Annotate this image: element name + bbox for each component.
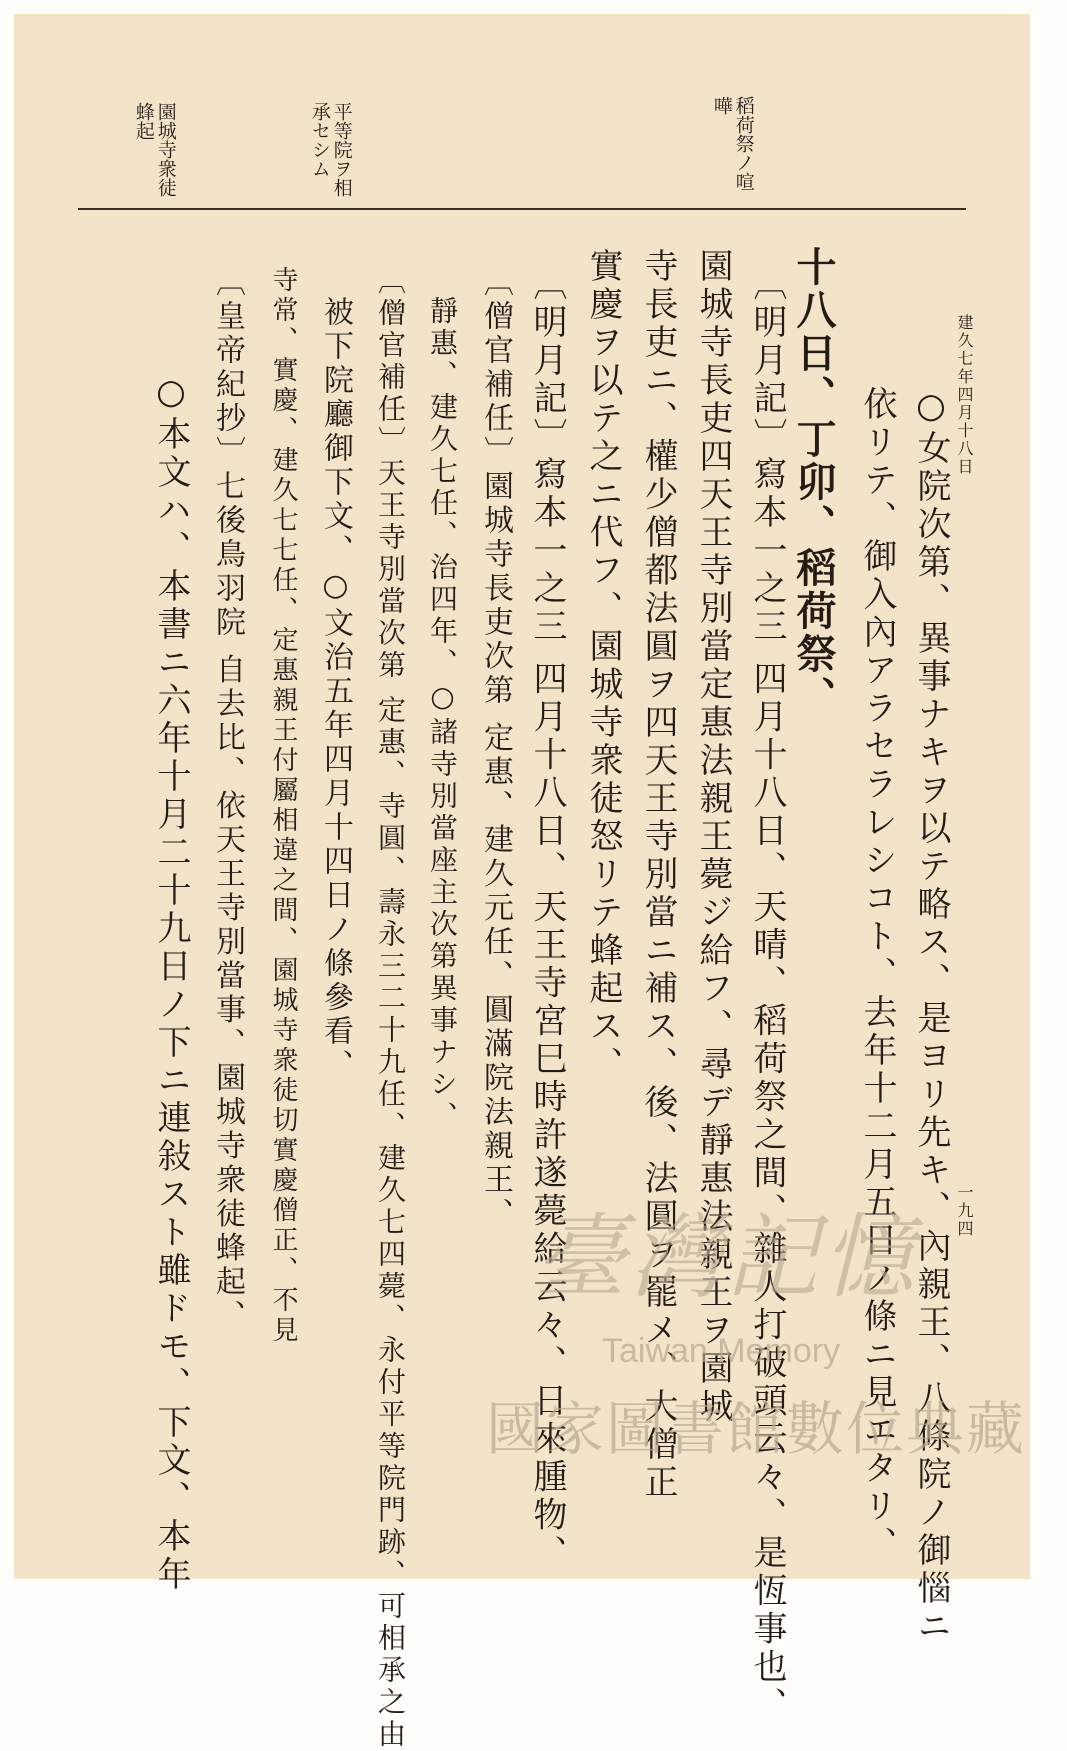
text-column-12: 被下院廳御下文、○文治五年四月十四日ノ條參看、: [318, 296, 353, 1083]
text-column-8: 〔明月記〕寫本一之三 四月十八日、天王寺宮巳時許遂薨給云々、日來腫物、: [527, 266, 567, 1573]
entry-date: 十八日、丁卯、稻荷祭、: [790, 246, 837, 719]
text-column-15: ○本文ハ、本書ニ六年十月二十九日ノ下ニ連敍スト雖ドモ、下文、本年: [151, 372, 191, 1594]
text-column-10: 靜惠、建久七任、治四年、○諸寺別當座主次第異事ナシ、: [426, 296, 459, 1133]
text-column-13: 寺常、實慶、建久七七任、定惠親王付屬相違之間、園城寺衆徒切實慶僧正、不見: [268, 266, 298, 1346]
text-column-4: 〔明月記〕寫本一之三 四月十八日、天晴、稻荷祭之間、雜人打破頭云々、是恆事也、: [747, 266, 787, 1725]
running-title: 建久七年四月十八日: [955, 314, 974, 476]
margin-note-onjoji: 園城寺衆徒蜂起: [132, 102, 177, 197]
book-page: [14, 14, 1030, 1751]
text-column-14: 〔皇帝紀抄〕七後鳥羽院 自去比、依天王寺別當事、園城寺衆徒蜂起、: [210, 266, 245, 1334]
margin-note-byodoin: 平等院ヲ相承セシム: [308, 102, 353, 197]
watermark-org: 國家圖書館數位典藏: [486, 1395, 1027, 1463]
margin-note-inari: 稻荷祭ノ喧嘩: [710, 96, 755, 191]
divider-rule: [78, 208, 966, 210]
text-column-7: 實慶ヲ以テ之ニ代フ、園城寺衆徒怒リテ蜂起ス、: [583, 248, 623, 1084]
text-column-5: 園城寺長吏四天王寺別當定惠法親王薨ジ給フ、尋デ靜惠法親王ヲ園城: [693, 248, 733, 1426]
watermark-latin: Taiwan Memory: [602, 1332, 841, 1370]
text-column-11: 〔僧官補任〕天王寺別當次第 定惠、寺圓、壽永三二十九任、建久七四薨、永付平等院門跡、可相承之由: [374, 266, 407, 1751]
text-column-2: 依リテ、御入內アラセラレシコト、去年十二月五日ノ條ニ見エタリ、: [857, 386, 897, 1564]
text-column-9: 〔僧官補任〕園城寺長吏次第 定惠、建久元任、圓滿院法親王、: [478, 266, 513, 1232]
watermark-logo: 臺灣記憶: [534, 1204, 919, 1311]
text-column-1: ○女院次第、異事ナキヲ以テ略ス、是ヨリ先キ、內親王、八條院ノ御惱ニ: [911, 386, 951, 1646]
text-column-6: 寺長吏ニ、權少僧都法圓ヲ四天王寺別當ニ補ス、後、法圓ヲ罷メ、大僧正: [638, 248, 678, 1502]
page-number: 一九四: [955, 1184, 974, 1238]
